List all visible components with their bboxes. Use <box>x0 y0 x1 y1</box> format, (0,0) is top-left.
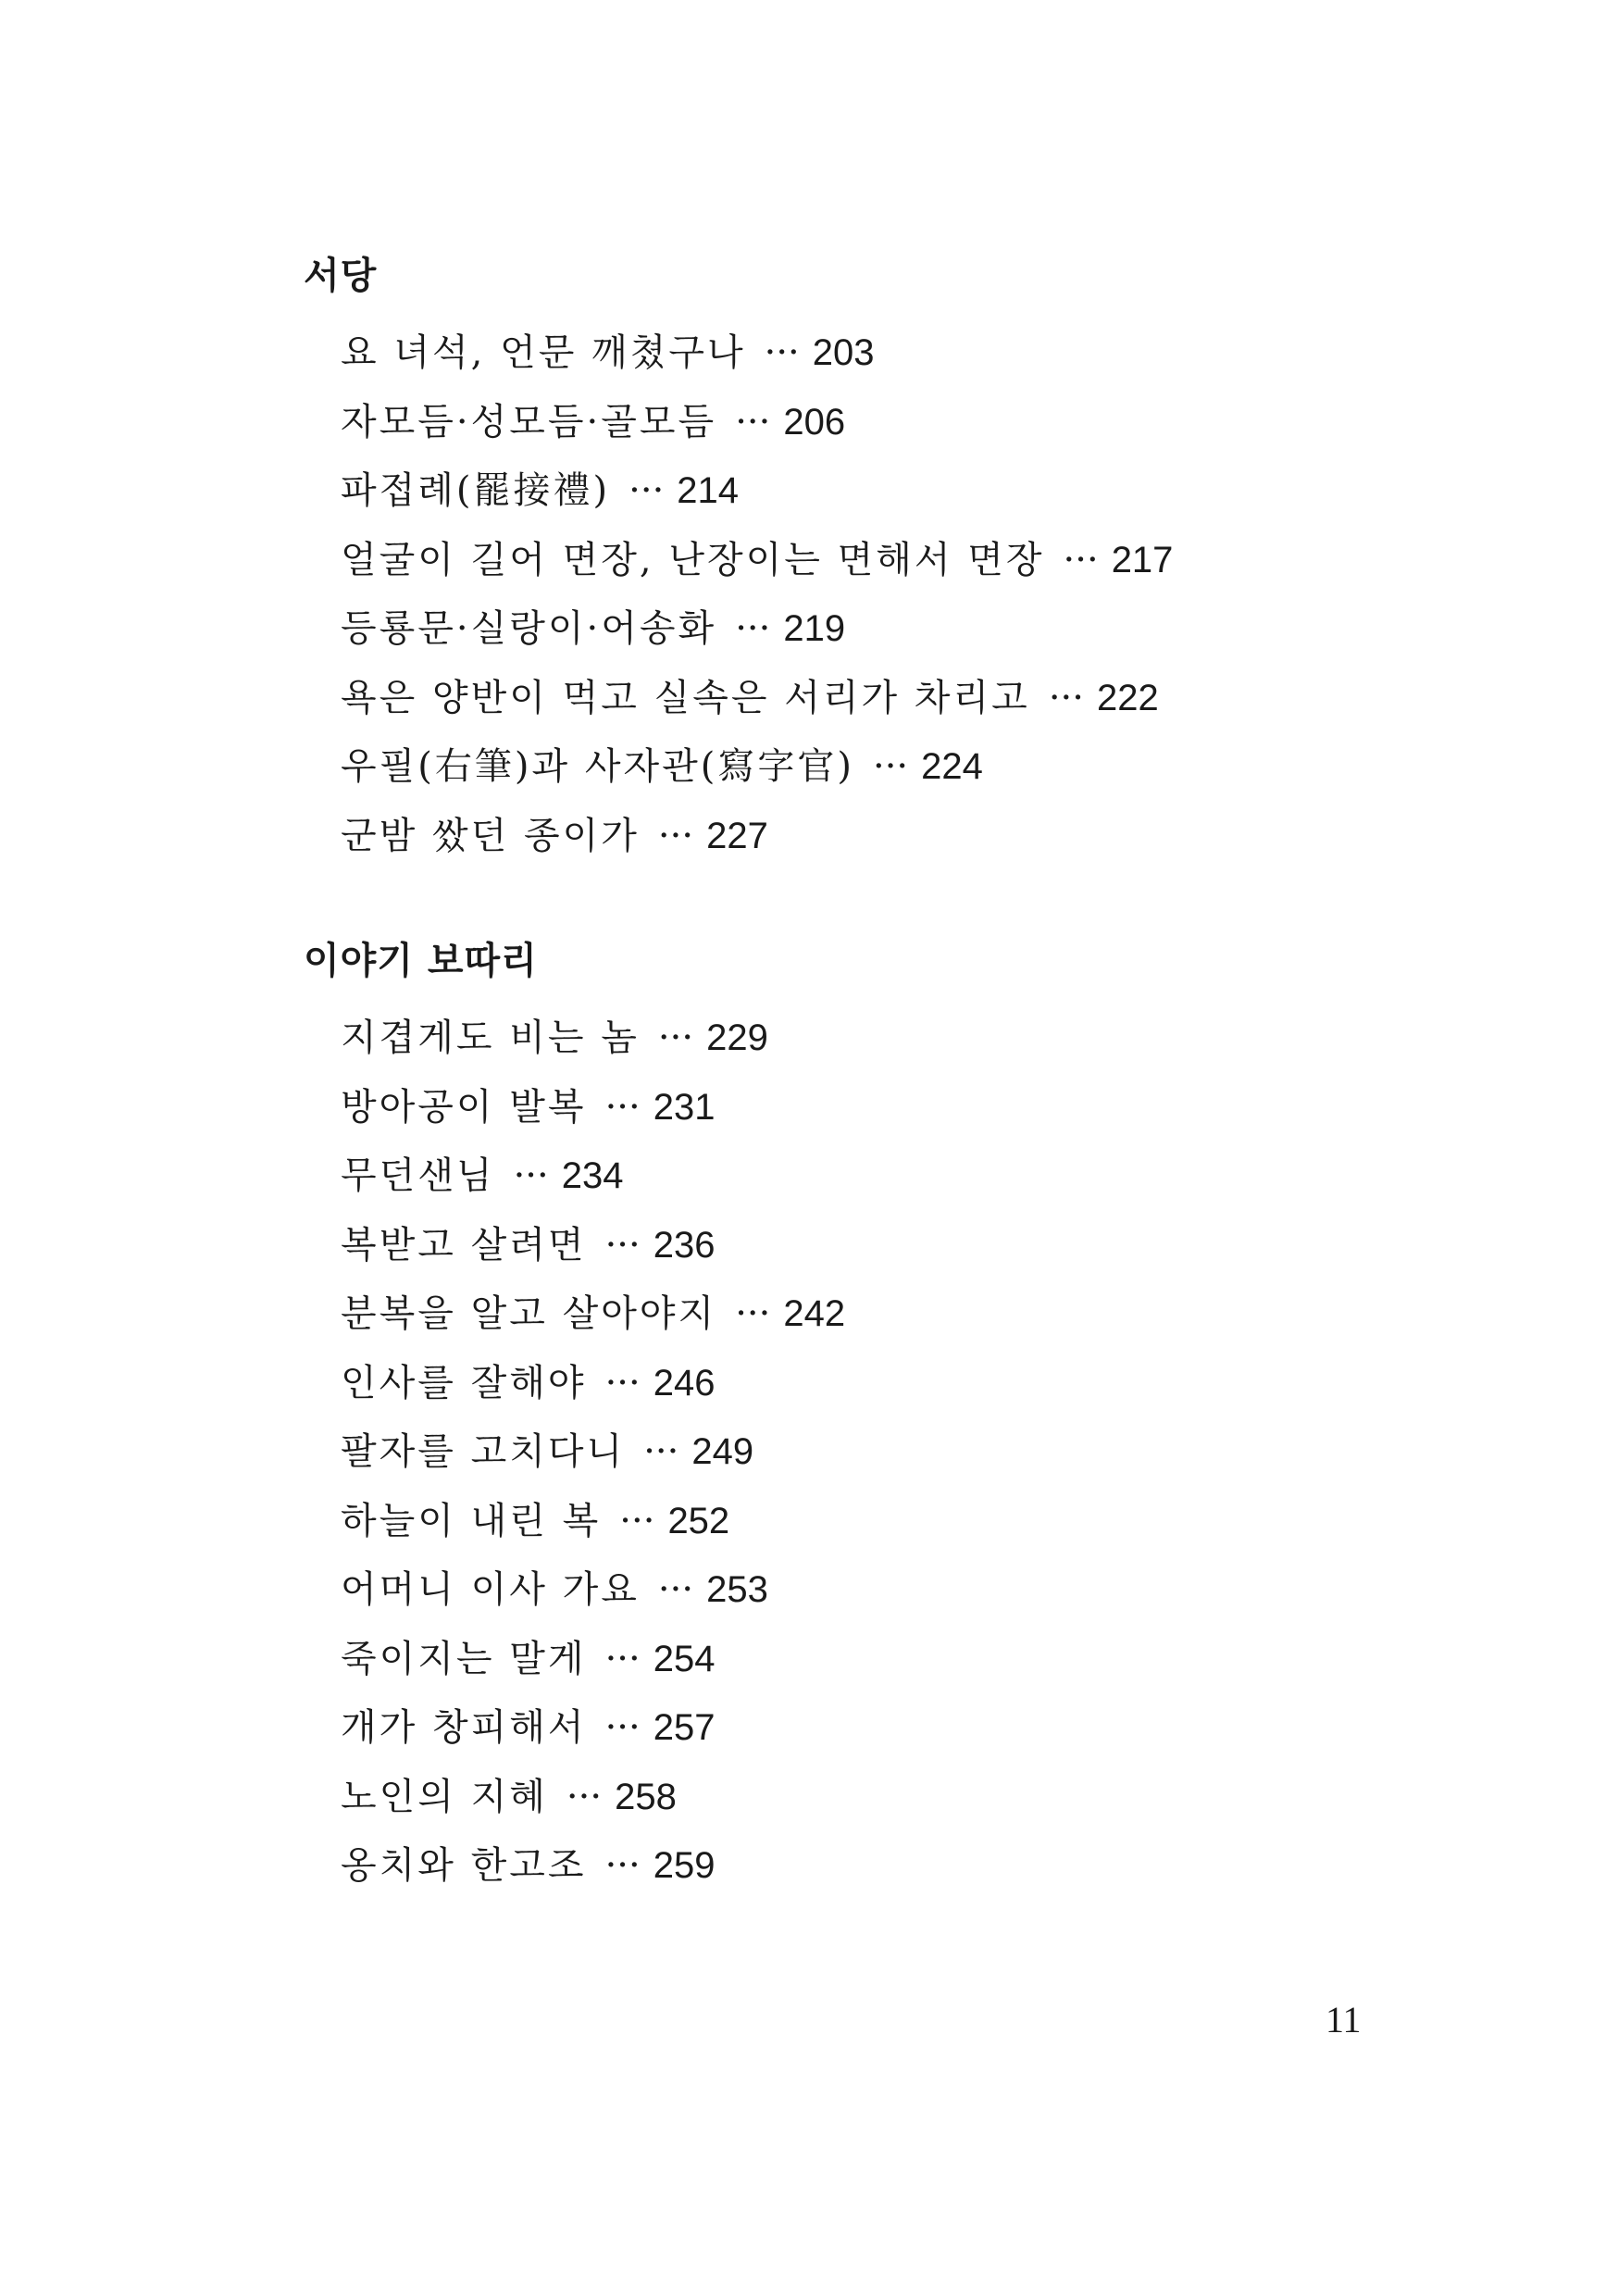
entry-title: 인사를 잘해야 <box>341 1361 587 1404</box>
leader-dots: ··· <box>735 400 771 443</box>
leader-dots: ··· <box>735 1292 771 1335</box>
leader-dots: ··· <box>513 1154 549 1197</box>
entry-page: 217 <box>1111 539 1174 580</box>
entry-page: 257 <box>653 1707 716 1748</box>
entry-page: 227 <box>706 815 768 856</box>
entry-title: 노인의 지혜 <box>341 1775 548 1818</box>
entry-title: 분복을 알고 살아야지 <box>341 1292 717 1335</box>
entry-title: 개가 창피해서 <box>341 1706 587 1749</box>
entry-page: 254 <box>653 1638 716 1679</box>
leader-dots: ··· <box>604 1637 641 1680</box>
entry-title: 팔자를 고치다니 <box>341 1430 626 1473</box>
leader-dots: ··· <box>872 745 909 788</box>
entry-page: 246 <box>653 1362 716 1404</box>
entry-page: 222 <box>1096 677 1159 718</box>
entry-page: 236 <box>653 1224 716 1266</box>
entry-title: 옹치와 한고조 <box>341 1844 587 1887</box>
toc-section-seodang <box>304 252 1173 870</box>
toc-entry <box>341 1142 845 1211</box>
entry-title: 하늘이 내린 복 <box>341 1499 602 1542</box>
toc-entry <box>341 456 1173 526</box>
leader-dots: ··· <box>1063 538 1099 581</box>
entry-title: 지겹게도 비는 놈 <box>341 1017 640 1059</box>
toc-entry <box>341 1693 845 1763</box>
entry-page: 258 <box>615 1776 677 1817</box>
toc-entry <box>341 1073 845 1142</box>
entry-page: 253 <box>706 1569 768 1610</box>
entry-page: 219 <box>783 608 846 649</box>
leader-dots: ··· <box>604 1706 641 1749</box>
leader-dots: ··· <box>657 814 694 857</box>
toc-entry-list <box>304 318 1173 870</box>
leader-dots: ··· <box>764 331 800 374</box>
leader-dots: ··· <box>643 1430 679 1473</box>
entry-title: 얼굴이 길어 면장, 난장이는 면해서 면장 <box>341 538 1045 581</box>
entry-title: 등룡문·실랑이·어송화 <box>341 607 717 650</box>
entry-title: 무던샌님 <box>341 1154 495 1197</box>
toc-entry <box>341 1763 845 1832</box>
entry-title: 군밤 쌌던 종이가 <box>341 814 640 857</box>
toc-entry <box>341 1349 845 1418</box>
leader-dots: ··· <box>619 1499 655 1542</box>
toc-entry <box>341 526 1173 595</box>
entry-page: 214 <box>677 470 740 511</box>
section-title: 서당 <box>304 255 378 297</box>
toc-entry <box>341 732 1173 802</box>
toc-entry <box>341 1279 845 1349</box>
entry-title: 욕은 양반이 먹고 실속은 서리가 차리고 <box>341 676 1030 719</box>
entry-title: 복받고 살려면 <box>341 1223 587 1267</box>
entry-title: 우필(右筆)과 사자관(寫字官) <box>341 745 854 788</box>
toc-entry <box>341 1487 845 1556</box>
toc-entry <box>341 388 1173 457</box>
toc-entry-list <box>304 1004 845 1901</box>
entry-title: 죽이지는 말게 <box>341 1637 587 1680</box>
page-number: 11 <box>1326 1999 1362 2040</box>
entry-page: 203 <box>812 332 875 373</box>
toc-entry <box>341 664 1173 733</box>
toc-entry <box>341 594 1173 664</box>
leader-dots: ··· <box>629 469 665 512</box>
entry-page: 249 <box>691 1431 754 1472</box>
entry-page: 234 <box>561 1155 624 1196</box>
entry-title: 자모듬·성모듬·골모듬 <box>341 400 717 443</box>
entry-page: 259 <box>653 1845 716 1886</box>
entry-title: 어머니 이사 가요 <box>341 1568 640 1611</box>
entry-page: 242 <box>783 1293 846 1334</box>
entry-page: 231 <box>653 1086 716 1128</box>
toc-entry <box>341 802 1173 871</box>
leader-dots: ··· <box>657 1568 694 1611</box>
toc-entry <box>341 1831 845 1901</box>
leader-dots: ··· <box>566 1775 603 1818</box>
section-title: 이야기 보따리 <box>304 940 538 982</box>
entry-page: 224 <box>921 746 983 787</box>
leader-dots: ··· <box>735 607 771 650</box>
entry-page: 229 <box>706 1017 768 1058</box>
toc-entry <box>341 1211 845 1280</box>
toc-entry <box>341 1625 845 1694</box>
toc-entry <box>341 1004 845 1073</box>
toc-entry <box>341 318 1173 388</box>
leader-dots: ··· <box>604 1085 641 1129</box>
leader-dots: ··· <box>604 1361 641 1404</box>
toc-entry <box>341 1555 845 1625</box>
leader-dots: ··· <box>604 1844 641 1887</box>
entry-page: 206 <box>783 401 846 443</box>
entry-title: 요 녀석, 언문 깨쳤구나 <box>341 331 746 374</box>
entry-title: 파접례(罷接禮) <box>341 469 611 512</box>
leader-dots: ··· <box>1048 676 1084 719</box>
toc-section-iyagi-bottari <box>304 937 845 1901</box>
entry-title: 방아공이 발복 <box>341 1085 587 1129</box>
entry-page: 252 <box>667 1500 730 1541</box>
leader-dots: ··· <box>604 1223 641 1267</box>
leader-dots: ··· <box>657 1017 694 1059</box>
toc-entry <box>341 1417 845 1487</box>
